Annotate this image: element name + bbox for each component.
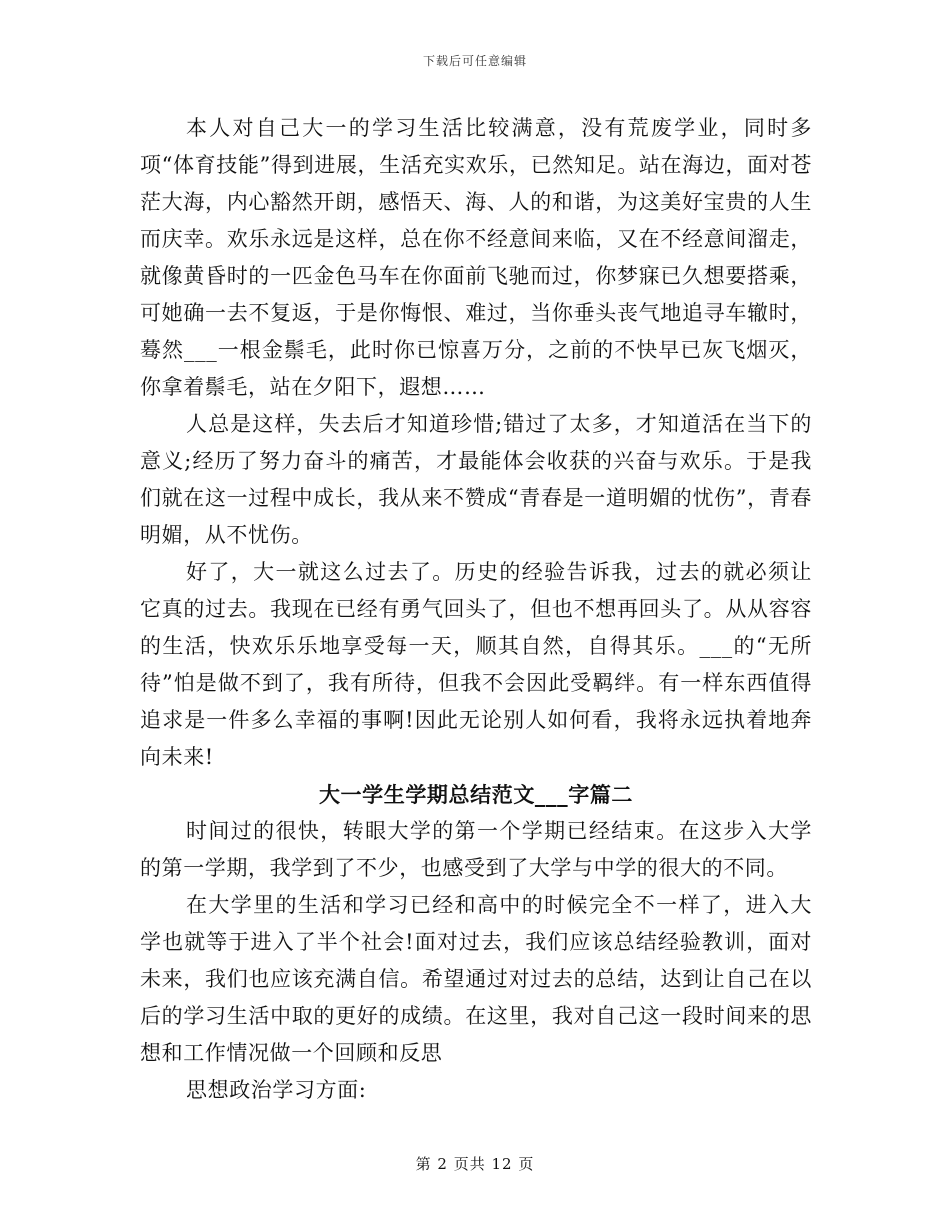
document-body [140, 110, 812, 1109]
paragraph-3: 好了，大一就这么过去了。历史的经验告诉我，过去的就必须让它真的过去。我现在已经有勇气回头了，但也不想再回头了。从从容容的生活，快欢乐乐地享受每一天，顺其自然，自得其乐。___的“无所待”怕是做不到了，我有所待，但我不会因此受羁绊。有一样东西值得追求是一件多么幸福的事啊!因此无论别人如何看，我将永远执着地奔向未来! [140, 560, 812, 769]
paragraph-2: 人总是这样，失去后才知道珍惜;错过了太多，才知道活在当下的意义;经历了努力奋斗的痛苦，才最能体会收获的兴奋与欢乐。于是我们就在这一过程中成长，我从来不赞成“青春是一道明媚的忧伤”，青春明媚，从不忧伤。 [140, 412, 812, 547]
page-footer: 第 2 页共 12 页 [415, 1155, 535, 1173]
page-header: 下载后可任意编辑 [422, 54, 527, 68]
paragraph-5: 在大学里的生活和学习已经和高中的时候完全不一样了，进入大学也就等于进入了半个社会!面对过去，我们应该总结经验教训，面对未来，我们也应该充满自信。希望通过对过去的总结，达到让自己在以后的学习生活中取的更好的成绩。在这里，我对自己这一段时间来的思想和工作情况做一个回顾和反思 [140, 893, 812, 1065]
paragraph-6: 思想政治学习方面: [186, 1078, 367, 1102]
paragraph-1: 本人对自己大一的学习生活比较满意，没有荒废学业，同时多项“体育技能”得到进展，生活充实欢乐，已然知足。站在海边，面对苍茫大海，内心豁然开朗，感悟天、海、人的和谐，为这美好宝贵的人生而庆幸。欢乐永远是这样，总在你不经意间来临，又在不经意间溜走，就像黄昏时的一匹金色马车在你面前飞驰而过，你梦寐已久想要搭乘，可她确一去不复返，于是你悔恨、难过，当你垂头丧气地追寻车辙时，蓦然___一根金鬃毛，此时你已惊喜万分，之前的不快早已灰飞烟灭，你拿着鬃毛，站在夕阳下，遐想…… [140, 116, 812, 399]
paragraph-4: 时间过的很快，转眼大学的第一个学期已经结束。在这步入大学的第一学期，我学到了不少，也感受到了大学与中学的很大的不同。 [140, 819, 812, 880]
section-title: 大一学生学期总结范文___字篇二 [318, 782, 634, 807]
